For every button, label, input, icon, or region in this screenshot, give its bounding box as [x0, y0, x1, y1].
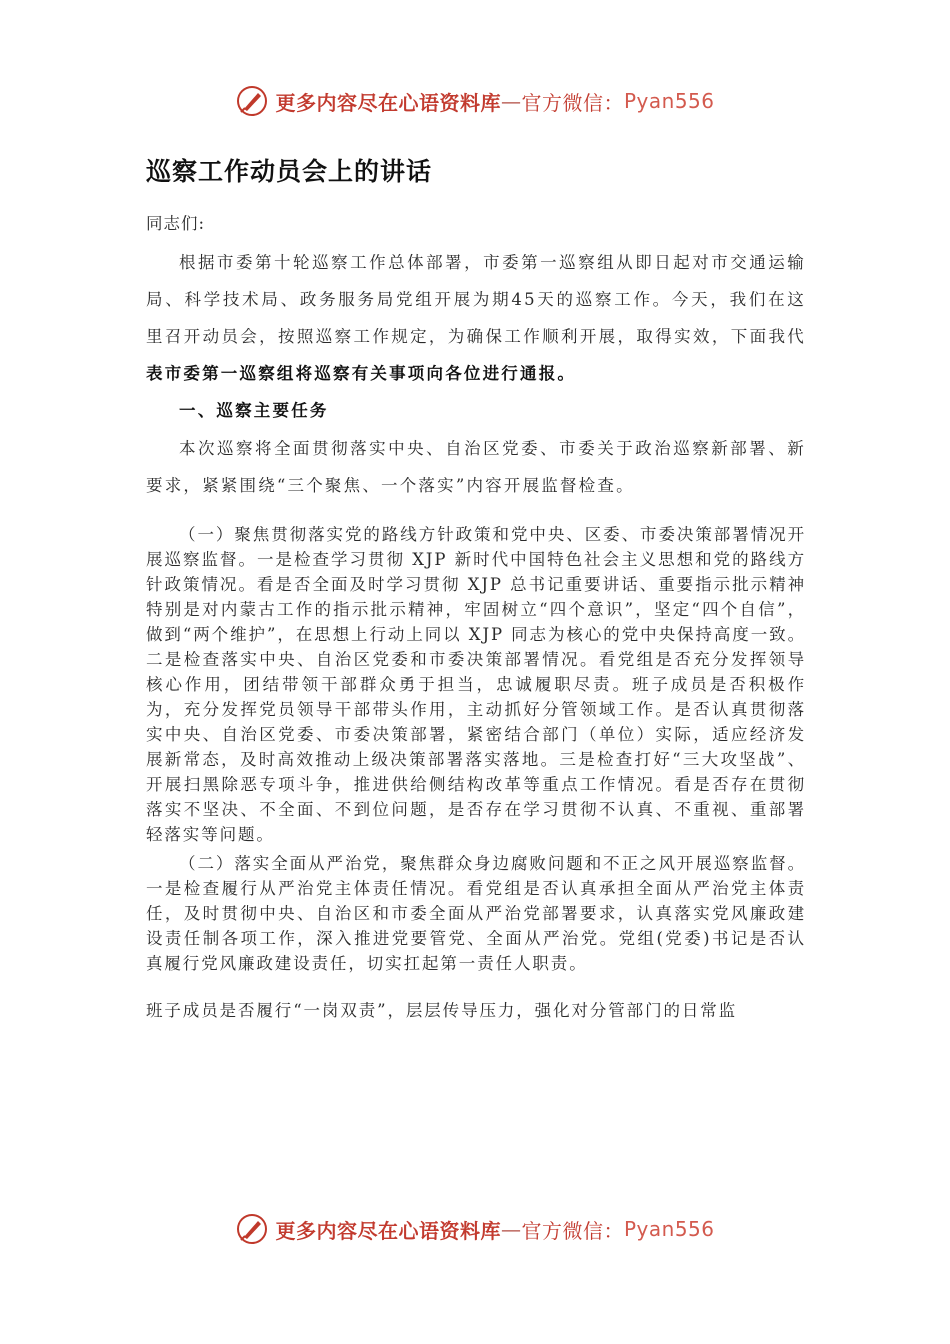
- document-body: [146, 152, 806, 1023]
- header-watermark-banner: [0, 84, 950, 118]
- section-heading-1: 一、巡察主要任务: [179, 401, 329, 420]
- document-title: 巡察工作动员会上的讲话: [146, 157, 433, 186]
- banner-wechat-id: Pyan556: [623, 89, 715, 113]
- quill-logo-icon: [235, 1212, 269, 1246]
- paragraph-task-2: （二）落实全面从严治党，聚焦群众身边腐败问题和不正之风开展巡察监督。一是检查履行从严治党主体责任情况。看党组是否认真承担全面从严治党主体责任，及时贯彻中央、自治区和市委全面从严治党部署要求，认真落实党风廉政建设责任制各项工作，深入推进党要管党、全面从严治党。党组(党委)书记是否认真履行党风廉政建设责任，切实扛起第一责任人职责。: [146, 854, 806, 973]
- banner-site-text: 更多内容尽在心语资料库: [275, 90, 501, 115]
- paragraph-task-1: （一）聚焦贯彻落实党的路线方针政策和党中央、区委、市委决策部署情况开展巡察监督。一是检查学习贯彻 XJP 新时代中国特色社会主义思想和党的路线方针政策情况。看是否全面及时学习贯彻 XJP 总书记重要讲话、重要指示批示精神特别是对内蒙古工作的指示批示精神，牢固树立“四个意识”，坚定“四个自信”，做到“两个维护”，在思想上行动上同以 XJP 同志为核心的党中央保持高度一致。二是检查落实中央、自治区党委和市委决策部署情况。看党组是否充分发挥领导核心作用，团结带领干部群众勇于担当，忠诚履职尽责。班子成员是否积极作为，充分发挥党员领导干部带头作用，主动抓好分管领域工作。是否认真贯彻落实中央、自治区党委、市委决策部署，紧密结合部门（单位）实际，适应经济发展新常态，及时高效推动上级决策部署落实落地。三是检查打好“三大攻坚战”、开展扫黑除恶专项斗争，推进供给侧结构改革等重点工作情况。看是否存在贯彻落实不坚决、不全面、不到位问题，是否存在学习贯彻不认真、不重视、重部署轻落实等问题。: [146, 525, 806, 844]
- banner-wechat-label: 官方微信：: [521, 1218, 624, 1243]
- banner-site-text: 更多内容尽在心语资料库: [275, 1218, 501, 1243]
- paragraph-tasks-overview: 本次巡察将全面贯彻落实中央、自治区党委、市委关于政治巡察新部署、新要求，紧紧围绕“三个聚焦、一个落实”内容开展监督检查。: [146, 439, 806, 495]
- banner-wechat-label: 官方微信：: [521, 90, 624, 115]
- paragraph-continuation: 班子成员是否履行“一岗双责”，层层传导压力，强化对分管部门的日常监: [146, 1001, 738, 1020]
- banner-separator: —: [500, 89, 522, 113]
- quill-logo-icon: [235, 84, 269, 118]
- footer-watermark-banner: [0, 1212, 950, 1246]
- paragraph-intro-bold: 表市委第一巡察组将巡察有关事项向各位进行通报。: [146, 364, 577, 383]
- greeting: 同志们:: [146, 214, 206, 233]
- paragraph-intro-text: 根据市委第十轮巡察工作总体部署，市委第一巡察组从即日起对市交通运输局、科学技术局、政务服务局党组开展为期45天的巡察工作。今天，我们在这里召开动员会，按照巡察工作规定，为确保工作顺利开展，取得实效，下面我代: [146, 253, 806, 346]
- paragraph-intro: [146, 244, 806, 392]
- banner-wechat-id: Pyan556: [623, 1217, 715, 1241]
- banner-separator: —: [500, 1217, 522, 1241]
